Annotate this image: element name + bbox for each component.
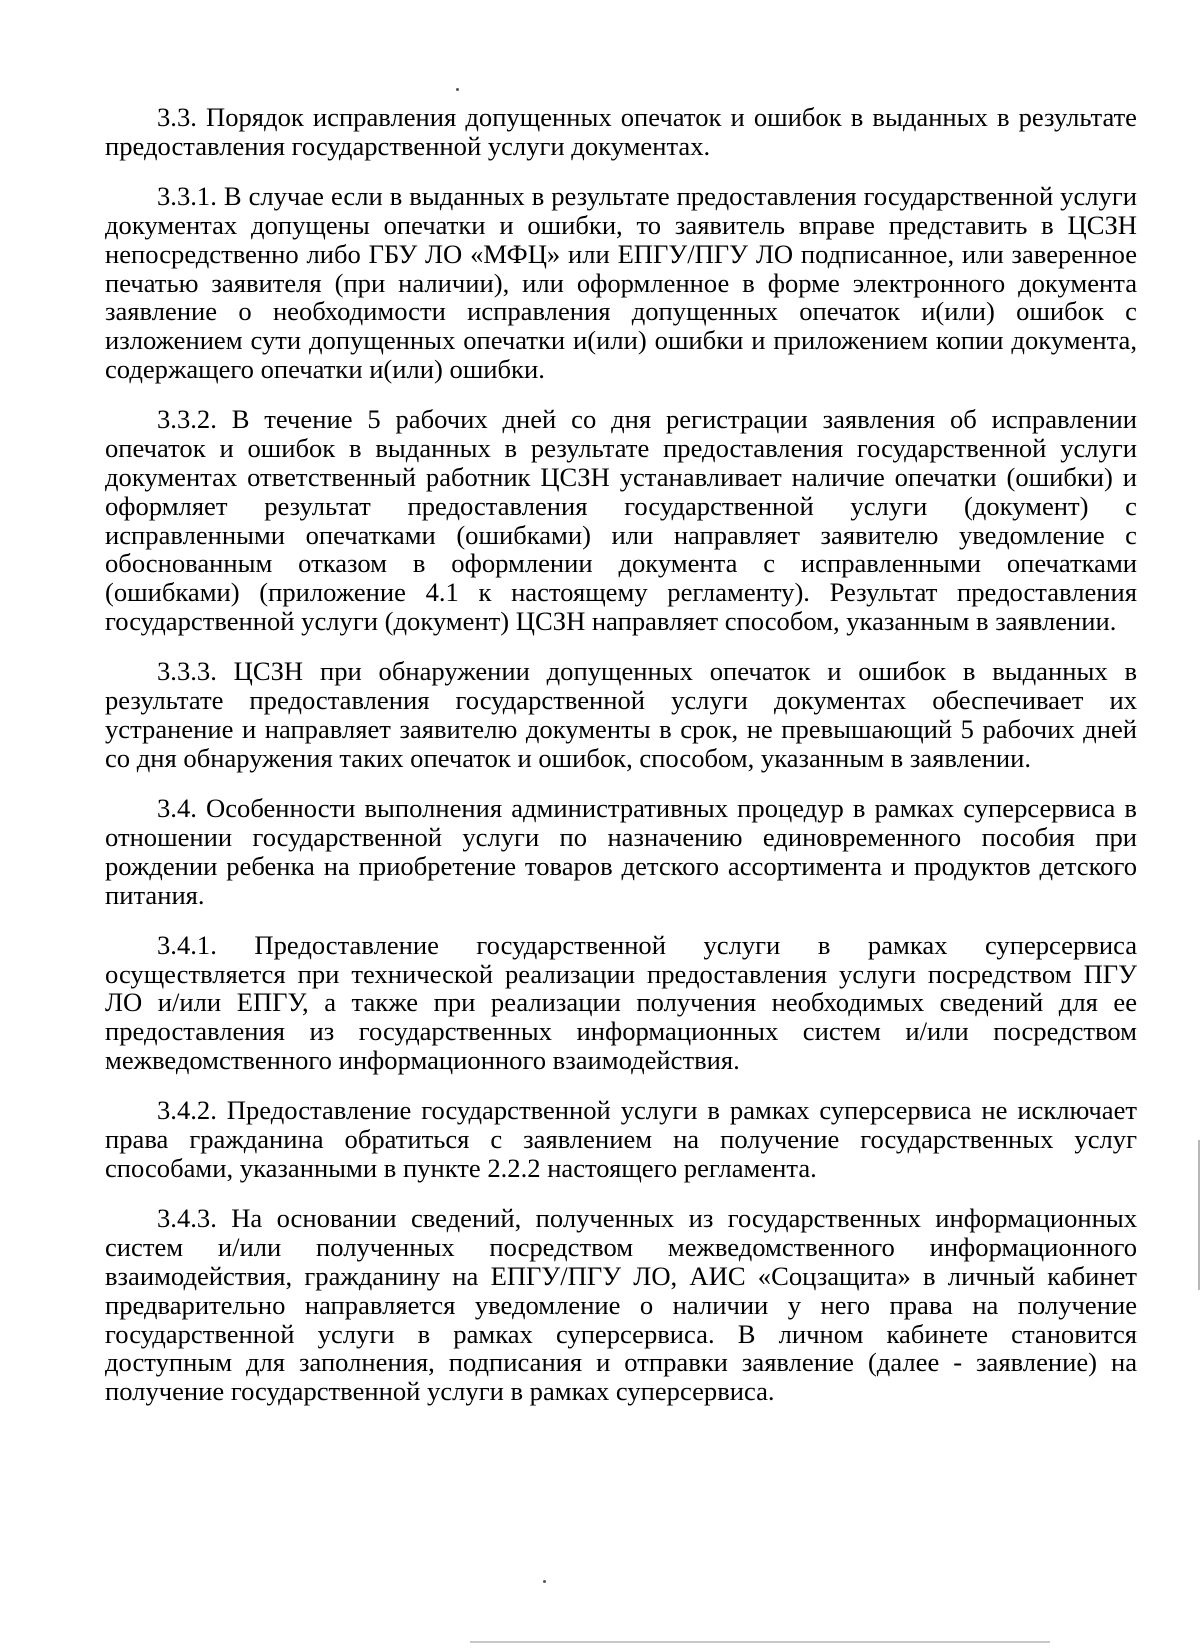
paragraph-3-4-2: 3.4.2. Предоставление государственной услуги в рамках суперсервиса не исключает права гражданина обратиться с заявлением на получение государственных услуг способами, указанными в пункте 2.2.2 настоящего регламента. [105, 1095, 1137, 1184]
document-body [105, 103, 1137, 1428]
paragraph-3-3-3: 3.3.3. ЦСЗН при обнаружении допущенных опечаток и ошибок в выданных в результате предоставления государственной услуги документах обеспечивает их устранение и направляет заявителю документы в срок, не превышающий 5 рабочих дней со дня обнаружения таких опечаток и ошибок, способом, указанным в заявлении. [105, 656, 1137, 773]
scan-speck [543, 1580, 546, 1583]
paragraph-3-3: 3.3. Порядок исправления допущенных опечаток и ошибок в выданных в результате предоставления государственной услуги документах. [105, 102, 1137, 161]
paragraph-3-4-1: 3.4.1. Предоставление государственной услуги в рамках суперсервиса осуществляется при технической реализации предоставления услуги посредством ПГУ ЛО и/или ЕПГУ, а также при реализации получения необходимых сведений для ее предоставления из государственных информационных систем и/или посредством межведомственного информационного взаимодействия. [105, 929, 1137, 1076]
scan-bottom-line [470, 1641, 1050, 1643]
scan-speck [456, 88, 459, 91]
paragraph-3-3-1: 3.3.1. В случае если в выданных в результате предоставления государственной услуги документах допущены опечатки и ошибки, то заявитель вправе представить в ЦСЗН непосредственно либо ГБУ ЛО «МФЦ» или ЕПГУ/ПГУ ЛО подписанное, или заверенное печатью заявителя (при наличии), или оформленное в форме электронного документа заявление о необходимости исправления допущенных опечаток и(или) ошибок с изложением сути допущенных опечатки и(или) ошибки и приложением копии документа, содержащего опечатки и(или) ошибки. [105, 181, 1137, 384]
paragraph-3-3-2: 3.3.2. В течение 5 рабочих дней со дня регистрации заявления об исправлении опечаток и ошибок в выданных в результате предоставления государственной услуги документах ответственный работник ЦСЗН устанавливает наличие опечатки (ошибки) и оформляет результат предоставления государственной услуги (документ) с исправленными опечатками (ошибками) или направляет заявителю уведомление с обоснованным отказом в оформлении документа с исправленными опечатками (ошибками) (приложение 4.1 к настоящему регламенту). Результат предоставления государственной услуги (документ) ЦСЗН направляет способом, указанным в заявлении. [105, 404, 1137, 636]
paragraph-3-4-3: 3.4.3. На основании сведений, полученных из государственных информационных систем и/или полученных посредством межведомственного информационного взаимодействия, гражданину на ЕПГУ/ПГУ ЛО, АИС «Соцзащита» в личный кабинет предварительно направляется уведомление о наличии у него права на получение государственной услуги в рамках суперсервиса. В личном кабинете становится доступным для заполнения, подписания и отправки заявление (далее - заявление) на получение государственной услуги в рамках суперсервиса. [105, 1203, 1137, 1407]
paragraph-3-4: 3.4. Особенности выполнения административных процедур в рамках суперсервиса в отношении государственной услуги по назначению единовременного пособия при рождении ребенка на приобретение товаров детского ассортимента и продуктов детского питания. [105, 793, 1137, 910]
